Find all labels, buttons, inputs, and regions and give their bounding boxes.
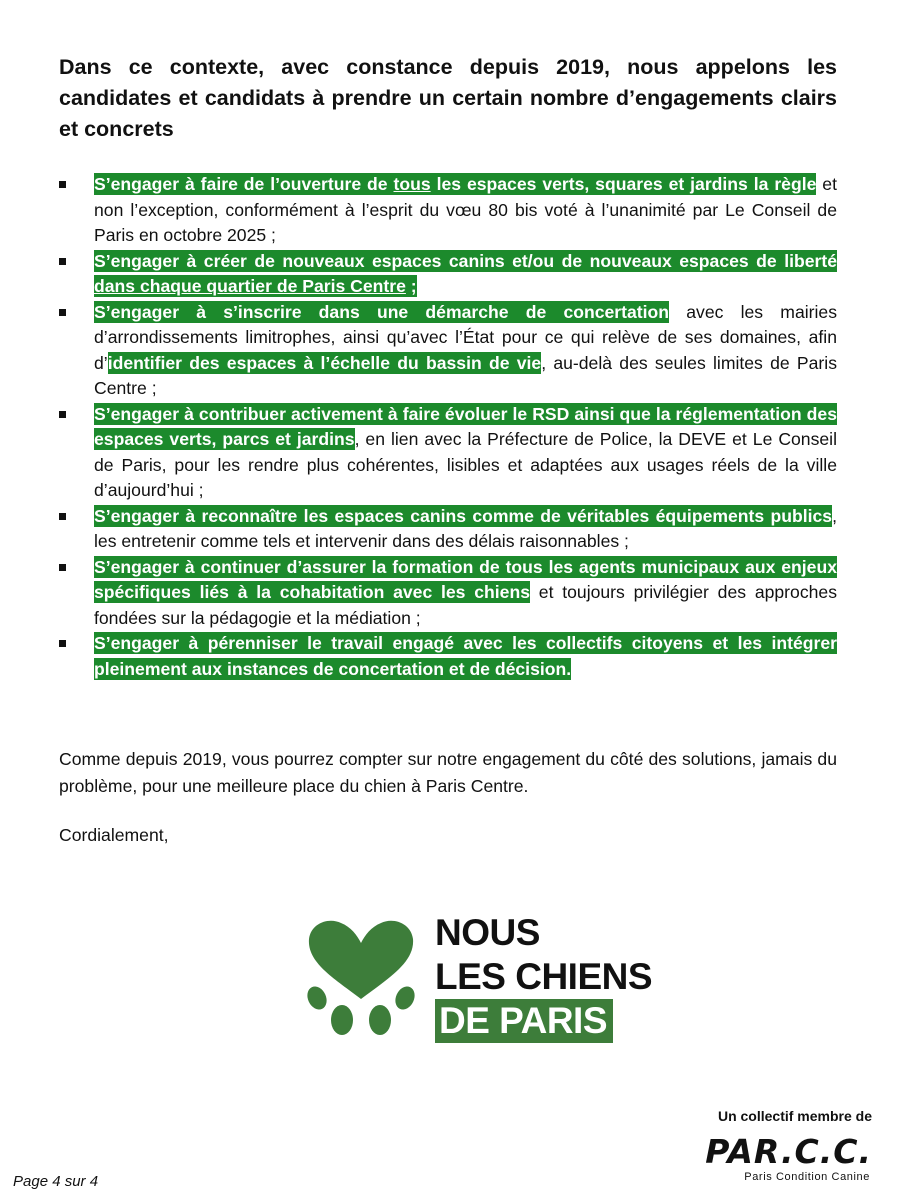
- highlight-text: les espaces verts, squares et jardins la règle: [430, 174, 817, 194]
- highlight-underlined-text: dans chaque quartier de Paris Centre: [94, 276, 406, 296]
- logo-line: NOUS: [435, 912, 540, 953]
- list-item: [59, 555, 837, 632]
- logo-line: LES CHIENS: [435, 956, 653, 997]
- member-label: Un collectif membre de: [717, 1108, 872, 1124]
- paw-toe: [305, 983, 330, 1012]
- highlight-text: S’engager à créer de nouveaux espaces canins et/ou de nouveaux espaces de liberté: [94, 250, 837, 271]
- highlight-text: S’engager à reconnaître les espaces canins comme de véritables équipements publics: [94, 505, 833, 526]
- bullet-icon: [59, 640, 66, 647]
- highlight-text: S’engager à faire de l’ouverture de: [94, 174, 394, 194]
- nous-les-chiens-logo: [305, 905, 653, 1055]
- item-text: avec les mairies d’arrondissements limitrophes, ainsi qu’avec l’État pour ce qui relève de ses domaines, afin d’: [94, 301, 837, 373]
- list-item: [59, 504, 837, 555]
- signoff: Cordialement,: [59, 825, 169, 845]
- bullet-icon: [59, 181, 66, 188]
- commitments-list: [59, 172, 837, 682]
- bullet-icon: [59, 258, 66, 265]
- list-item: [59, 249, 837, 300]
- heart-shape: [309, 921, 413, 999]
- closing-paragraph: Comme depuis 2019, vous pourrez compter sur notre engagement du côté des solutions, jamais du problème, pour une meilleure place du chien à Paris Centre.: [59, 749, 837, 796]
- paw-toe: [392, 983, 417, 1012]
- parcc-logo: PAR.C.C.: [705, 1132, 872, 1171]
- bullet-icon: [59, 411, 66, 418]
- parcc-subtitle: Paris Condition Canine: [744, 1171, 870, 1183]
- highlight-text: S’engager à s’inscrire dans une démarche de concertation: [94, 301, 670, 322]
- paw-toe: [369, 1005, 391, 1035]
- logo-line-boxed: DE PARIS: [435, 999, 613, 1043]
- highlight-text: identifier des espaces à l’échelle du bassin de vie: [107, 352, 542, 373]
- item-text: , en lien avec la Préfecture de Police, la DEVE et Le Conseil de Paris, pour les rendre plus cohérentes, lisibles et adaptées aux usages réels de la ville d’aujourd’hui ;: [94, 429, 837, 500]
- page-number: Page 4 sur 4: [13, 1173, 99, 1190]
- item-text: et non l’exception, conformément à l’esprit du vœu 80 bis voté à l’unanimité par Le Conseil de Paris en octobre 2025 ;: [94, 174, 837, 245]
- bullet-icon: [59, 513, 66, 520]
- item-text: , au-delà des seules limites de Paris Centre ;: [94, 352, 837, 398]
- list-item: [59, 172, 837, 249]
- list-item: [59, 300, 837, 402]
- list-item: [59, 402, 837, 504]
- page-heading: Dans ce contexte, avec constance depuis 2019, nous appelons les candidates et candidats à prendre un certain nombre d’engagements clairs et concrets: [59, 55, 837, 141]
- bullet-icon: [59, 564, 66, 571]
- highlight-text: S’engager à pérenniser le travail engagé avec les collectifs citoyens et les intégrer pleinement aux instances de concertation et de décision.: [94, 633, 837, 679]
- paw-toe: [331, 1005, 353, 1035]
- highlight-underlined-text: tous: [393, 174, 431, 194]
- highlight-text: ;: [405, 276, 417, 296]
- bullet-icon: [59, 309, 66, 316]
- highlight-text: S’engager à contribuer activement à faire évoluer le RSD ainsi que la réglementation des espaces verts, parcs et jardins: [94, 403, 837, 449]
- item-text: , les entretenir comme tels et intervenir dans des délais raisonnables ;: [94, 505, 837, 551]
- logo-wordmark: [435, 911, 652, 1043]
- list-item: [59, 631, 837, 682]
- highlight-text: S’engager à continuer d’assurer la formation de tous les agents municipaux aux enjeux spécifiques liés à la cohabitation avec les chiens: [94, 556, 837, 602]
- heart-paw-icon: [305, 915, 417, 1045]
- item-text: et toujours privilégier des approches fondées sur la pédagogie et la médiation ;: [94, 582, 837, 628]
